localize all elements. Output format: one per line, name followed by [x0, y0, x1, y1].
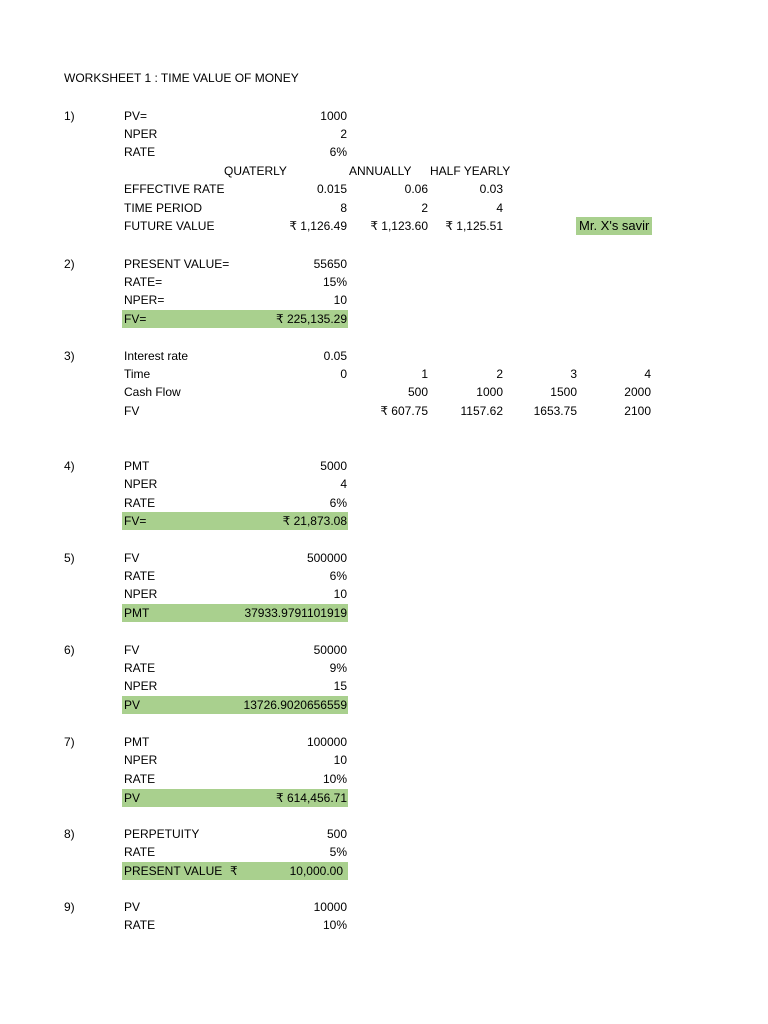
q1-effective-rate-quaterly: 0.015 — [316, 182, 347, 196]
q3-fv-1: ₹ 607.75 — [380, 404, 428, 418]
q2-fv-row — [0, 310, 768, 328]
q7-rate-label: RATE — [124, 772, 156, 786]
q1-pv-row — [0, 107, 768, 125]
q3-cashflow-2: 1000 — [476, 385, 503, 399]
q1-effective-rate-halfyearly: 0.03 — [479, 182, 503, 196]
q9-rate-label: RATE — [124, 918, 156, 932]
q5-pmt-value: 37933.9791101919 — [244, 606, 347, 620]
q9-rate-row — [0, 916, 768, 934]
q3-fv-row — [0, 402, 768, 420]
q8-perpetuity-row — [0, 825, 768, 843]
q1-header-halfyearly: HALF YEARLY — [430, 164, 511, 178]
q1-time-period-halfyearly: 4 — [496, 201, 503, 215]
q7-pv-row — [0, 789, 768, 807]
q1-effective-rate-annually: 0.06 — [404, 182, 428, 196]
q5-rate-label: RATE — [124, 569, 156, 583]
q5-rate-row — [0, 567, 768, 585]
q4-nper-label: NPER — [124, 477, 158, 491]
q7-pmt-value: 100000 — [306, 735, 347, 749]
q9-pv-row — [0, 898, 768, 916]
q8-pv-value: 10,000.00 — [289, 864, 343, 878]
q3-interest-value: 0.05 — [323, 349, 347, 363]
q4-pmt-value: 5000 — [320, 459, 347, 473]
q1-effective-rate-label: EFFECTIVE RATE — [124, 182, 225, 196]
q1-future-value-quaterly: ₹ 1,126.49 — [289, 219, 347, 233]
q4-number: 4) — [64, 459, 75, 473]
q3-fv-2: 1157.62 — [460, 404, 503, 418]
q6-pv-value: 13726.9020656559 — [243, 698, 347, 712]
q1-effective-rate-row — [0, 180, 768, 198]
q7-pv-label: PV — [124, 791, 141, 805]
q3-cashflow-label: Cash Flow — [124, 385, 181, 399]
q1-future-value-label: FUTURE VALUE — [124, 219, 215, 233]
q4-rate-row — [0, 494, 768, 512]
q3-interest-row — [0, 347, 768, 365]
q6-fv-label: FV — [124, 643, 140, 657]
q1-nper-row — [0, 125, 768, 143]
q6-nper-row — [0, 677, 768, 695]
q1-pv-label: PV= — [124, 109, 148, 123]
q4-fv-row — [0, 512, 768, 530]
q7-pmt-label: PMT — [124, 735, 150, 749]
q3-number: 3) — [64, 349, 75, 363]
q1-header-annually: ANNUALLY — [349, 164, 412, 178]
q3-cashflow-3: 1500 — [550, 385, 577, 399]
q8-rate-row — [0, 843, 768, 861]
q9-rate-value: 10% — [322, 918, 347, 932]
q1-future-value-annually: ₹ 1,123.60 — [370, 219, 428, 233]
q2-rate-row — [0, 273, 768, 291]
q2-nper-row — [0, 291, 768, 309]
q9-pv-value: 10000 — [313, 900, 347, 914]
q8-rate-value: 5% — [329, 845, 347, 859]
q8-pv-row — [0, 862, 768, 880]
q7-rate-row — [0, 770, 768, 788]
q1-rate-label: RATE — [124, 145, 156, 159]
q5-fv-row — [0, 549, 768, 567]
q4-rate-label: RATE — [124, 496, 156, 510]
q8-rate-label: RATE — [124, 845, 156, 859]
q4-fv-label: FV= — [124, 514, 147, 528]
q3-fv-3: 1653.75 — [533, 404, 577, 418]
q5-nper-value: 10 — [333, 587, 347, 601]
q7-rate-value: 10% — [322, 772, 347, 786]
q3-time-2: 2 — [496, 367, 503, 381]
q1-nper-value: 2 — [340, 127, 347, 141]
q4-nper-value: 4 — [340, 477, 347, 491]
q5-nper-label: NPER — [124, 587, 158, 601]
q1-nper-label: NPER — [124, 127, 158, 141]
q1-pv-value: 1000 — [320, 109, 347, 123]
q6-number: 6) — [64, 643, 75, 657]
q8-number: 8) — [64, 827, 75, 841]
q2-pv-value: 55650 — [313, 257, 347, 271]
q5-fv-value: 500000 — [306, 551, 347, 565]
q2-pv-label: PRESENT VALUE= — [124, 257, 230, 271]
q1-number: 1) — [64, 109, 75, 123]
savings-note-cell: Mr. X's savir — [576, 217, 652, 235]
q4-fv-value: ₹ 21,873.08 — [282, 514, 347, 528]
q7-nper-row — [0, 751, 768, 769]
q2-fv-value: ₹ 225,135.29 — [275, 312, 347, 326]
q6-nper-label: NPER — [124, 679, 158, 693]
q2-nper-label: NPER= — [124, 293, 165, 307]
q2-pv-row — [0, 255, 768, 273]
q4-pmt-row — [0, 457, 768, 475]
q9-pv-label: PV — [124, 900, 141, 914]
q1-future-value-halfyearly: ₹ 1,125.51 — [445, 219, 503, 233]
q1-time-period-row — [0, 199, 768, 217]
q1-rate-row — [0, 143, 768, 161]
q2-rate-value: 15% — [322, 275, 347, 289]
q7-pmt-row — [0, 733, 768, 751]
title-row — [0, 69, 768, 87]
q5-pmt-label: PMT — [124, 606, 150, 620]
q7-pv-value: ₹ 614,456.71 — [275, 791, 347, 805]
q3-fv-4: 2100 — [624, 404, 651, 418]
q3-fv-label: FV — [124, 404, 140, 418]
q2-nper-value: 10 — [333, 293, 347, 307]
q5-rate-value: 6% — [329, 569, 347, 583]
q6-nper-value: 15 — [333, 679, 347, 693]
q2-number: 2) — [64, 257, 75, 271]
q2-rate-label: RATE= — [124, 275, 163, 289]
q6-rate-label: RATE — [124, 661, 156, 675]
q5-fv-label: FV — [124, 551, 140, 565]
q1-future-value-row — [0, 217, 768, 235]
q1-header-row — [0, 162, 768, 180]
q4-pmt-label: PMT — [124, 459, 150, 473]
worksheet-title: WORKSHEET 1 : TIME VALUE OF MONEY — [64, 71, 299, 85]
q5-nper-row — [0, 585, 768, 603]
q2-fv-label: FV= — [124, 312, 147, 326]
q7-number: 7) — [64, 735, 75, 749]
q6-fv-value: 50000 — [313, 643, 347, 657]
q5-number: 5) — [64, 551, 75, 565]
q6-pv-row — [0, 696, 768, 714]
q3-time-0: 0 — [340, 367, 347, 381]
q1-rate-value: 6% — [329, 145, 347, 159]
q3-time-row — [0, 365, 768, 383]
q8-perpetuity-value: 500 — [326, 827, 347, 841]
q6-rate-row — [0, 659, 768, 677]
q8-perpetuity-label: PERPETUITY — [124, 827, 200, 841]
q3-cashflow-row — [0, 383, 768, 401]
q4-rate-value: 6% — [329, 496, 347, 510]
q7-nper-value: 10 — [333, 753, 347, 767]
q1-time-period-label: TIME PERIOD — [124, 201, 203, 215]
q6-rate-value: 9% — [329, 661, 347, 675]
q4-nper-row — [0, 475, 768, 493]
q1-time-period-quaterly: 8 — [340, 201, 347, 215]
q3-time-3: 3 — [570, 367, 577, 381]
q3-time-label: Time — [124, 367, 151, 381]
q6-fv-row — [0, 641, 768, 659]
q3-time-1: 1 — [421, 367, 428, 381]
q6-pv-label: PV — [124, 698, 141, 712]
q3-interest-label: Interest rate — [124, 349, 189, 363]
q8-pv-label: PRESENT VALUE — [124, 864, 223, 878]
q9-number: 9) — [64, 900, 75, 914]
q1-time-period-annually: 2 — [421, 201, 428, 215]
q3-time-4: 4 — [644, 367, 651, 381]
q1-header-quaterly: QUATERLY — [224, 164, 287, 178]
q7-nper-label: NPER — [124, 753, 158, 767]
q5-pmt-row — [0, 604, 768, 622]
q3-cashflow-4: 2000 — [624, 385, 651, 399]
q8-pv-currency: ₹ — [230, 864, 238, 878]
q3-cashflow-1: 500 — [407, 385, 428, 399]
